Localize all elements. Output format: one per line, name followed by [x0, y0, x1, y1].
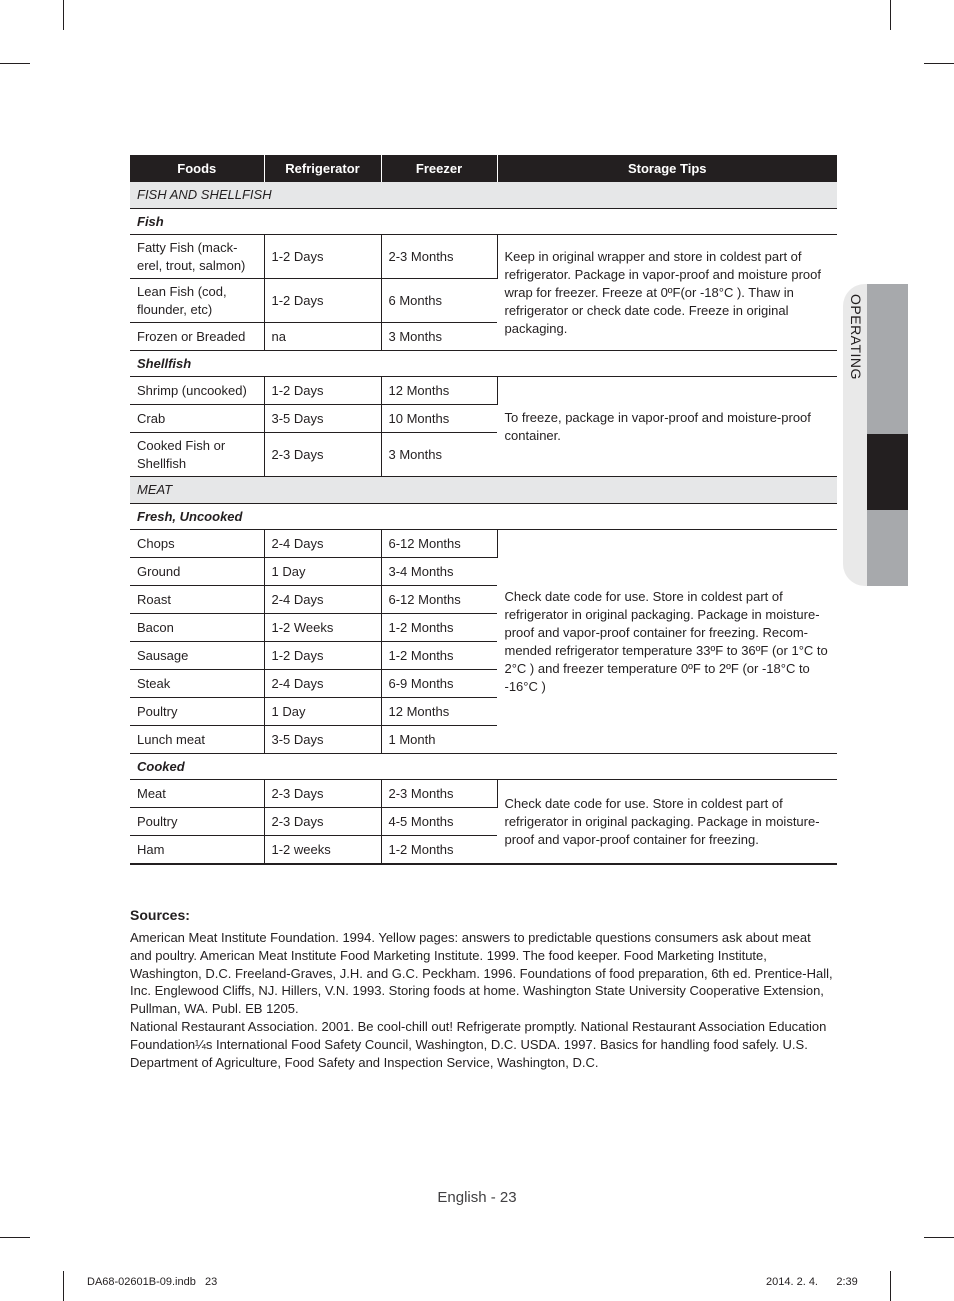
- side-tab-bar: [867, 510, 908, 586]
- header-refrigerator: Refrigerator: [264, 155, 381, 182]
- section-title: FISH AND SHELLFISH: [130, 182, 837, 209]
- crop-mark: [63, 0, 64, 30]
- freezer-cell: 3 Months: [381, 323, 497, 351]
- freezer-cell: 1 Month: [381, 726, 497, 754]
- page-number: English - 23: [437, 1189, 517, 1206]
- food-cell: Roast: [130, 586, 264, 614]
- table-row: [130, 235, 837, 279]
- food-cell: Lunch meat: [130, 726, 264, 754]
- food-cell: Poultry: [130, 808, 264, 836]
- food-cell: Ham: [130, 836, 264, 865]
- freezer-cell: 12 Months: [381, 377, 497, 405]
- subsection-title: Shellfish: [130, 351, 837, 377]
- section-row: [130, 477, 837, 504]
- refrigerator-cell: 1-2 Days: [264, 642, 381, 670]
- food-cell: Meat: [130, 780, 264, 808]
- subsection-row: [130, 504, 837, 530]
- food-cell: Poultry: [130, 698, 264, 726]
- storage-tip-cell: Check date code for use. Store in coldest part of refrigerator in original packaging. Package in moisture-proof and vapor-proof container for freezing.: [497, 780, 837, 865]
- food-cell: Frozen or Breaded: [130, 323, 264, 351]
- side-tab-active-bar: [867, 434, 908, 510]
- section-row: [130, 182, 837, 209]
- food-cell: Sausage: [130, 642, 264, 670]
- freezer-cell: 4-5 Months: [381, 808, 497, 836]
- header-freezer: Freezer: [381, 155, 497, 182]
- refrigerator-cell: 1 Day: [264, 698, 381, 726]
- table-row: [130, 377, 837, 405]
- subsection-row: [130, 351, 837, 377]
- food-cell: Cooked Fish or Shellfish: [130, 433, 264, 477]
- refrigerator-cell: 1-2 Days: [264, 235, 381, 279]
- subsection-row: [130, 209, 837, 235]
- freezer-cell: 3-4 Months: [381, 558, 497, 586]
- crop-mark: [890, 0, 891, 30]
- crop-mark: [0, 1237, 30, 1238]
- freezer-cell: 3 Months: [381, 433, 497, 477]
- refrigerator-cell: 2-4 Days: [264, 586, 381, 614]
- sources-text: [130, 929, 835, 1071]
- food-cell: Ground: [130, 558, 264, 586]
- refrigerator-cell: 2-4 Days: [264, 530, 381, 558]
- freezer-cell: 6 Months: [381, 279, 497, 323]
- food-cell: Steak: [130, 670, 264, 698]
- refrigerator-cell: 1-2 weeks: [264, 836, 381, 865]
- refrigerator-cell: 3-5 Days: [264, 405, 381, 433]
- header-storage-tips: Storage Tips: [497, 155, 837, 182]
- table-row: [130, 780, 837, 808]
- footer-date: 2014. 2. 4. 2:39: [766, 1276, 858, 1288]
- sources-heading: Sources:: [130, 907, 190, 923]
- refrigerator-cell: 3-5 Days: [264, 726, 381, 754]
- table-row: [130, 530, 837, 558]
- freezer-cell: 2-3 Months: [381, 780, 497, 808]
- freezer-cell: 6-9 Months: [381, 670, 497, 698]
- food-cell: Crab: [130, 405, 264, 433]
- subsection-title: Fish: [130, 209, 837, 235]
- side-tab-label: OPERATING: [848, 294, 864, 380]
- refrigerator-cell: 2-3 Days: [264, 780, 381, 808]
- food-cell: Bacon: [130, 614, 264, 642]
- crop-mark: [924, 1237, 954, 1238]
- food-cell: Lean Fish (cod, flounder, etc): [130, 279, 264, 323]
- side-tab-bar: [867, 284, 908, 434]
- freezer-cell: 10 Months: [381, 405, 497, 433]
- refrigerator-cell: 2-3 Days: [264, 433, 381, 477]
- food-cell: Fatty Fish (mack-erel, trout, salmon): [130, 235, 264, 279]
- subsection-title: Cooked: [130, 754, 837, 780]
- refrigerator-cell: 2-3 Days: [264, 808, 381, 836]
- subsection-title: Fresh, Uncooked: [130, 504, 837, 530]
- freezer-cell: 1-2 Months: [381, 642, 497, 670]
- food-cell: Chops: [130, 530, 264, 558]
- crop-mark: [890, 1271, 891, 1301]
- refrigerator-cell: 1-2 Days: [264, 377, 381, 405]
- refrigerator-cell: 2-4 Days: [264, 670, 381, 698]
- header-foods: Foods: [130, 155, 264, 182]
- freezer-cell: 6-12 Months: [381, 586, 497, 614]
- footer-file-name: DA68-02601B-09.indb 23: [87, 1276, 218, 1288]
- section-title: MEAT: [130, 477, 837, 504]
- freezer-cell: 12 Months: [381, 698, 497, 726]
- refrigerator-cell: 1 Day: [264, 558, 381, 586]
- subsection-row: [130, 754, 837, 780]
- table-header-row: [130, 155, 837, 182]
- refrigerator-cell: na: [264, 323, 381, 351]
- food-storage-table: [130, 155, 837, 865]
- freezer-cell: 1-2 Months: [381, 836, 497, 865]
- freezer-cell: 2-3 Months: [381, 235, 497, 279]
- crop-mark: [63, 1271, 64, 1301]
- storage-tip-cell: To freeze, package in vapor-proof and moisture-proof container.: [497, 377, 837, 477]
- storage-tip-cell: Check date code for use. Store in coldest part of refrigerator in original packaging. Package in moisture-proof and vapor-proof container for freezing. Recom-mended refrigerator temperature 33ºF to 36ºF (or 1°C to 2°C ) and freezer temperature 0ºF to 2ºF (or -18°C to -16°C ): [497, 530, 837, 754]
- storage-tip-cell: Keep in original wrapper and store in coldest part of refrigerator. Package in vapor-proof and moisture proof wrap for freezer. Freeze at 0ºF(or -18°C ). Thaw in refrigerator or check date code. Freeze in original packaging.: [497, 235, 837, 351]
- crop-mark: [0, 63, 30, 64]
- refrigerator-cell: 1-2 Weeks: [264, 614, 381, 642]
- refrigerator-cell: 1-2 Days: [264, 279, 381, 323]
- sources-paragraph: National Restaurant Association. 2001. Be cool-chill out! Refrigerate promptly. National Restaurant Association Education Foundation¼s International Food Safety Council, Washington, D.C. USDA. 1997. Basics for handling food safely. U.S. Department of Agriculture, Food Safety and Inspection Service, Washington, D.C.: [130, 1018, 827, 1070]
- food-cell: Shrimp (uncooked): [130, 377, 264, 405]
- crop-mark: [924, 63, 954, 64]
- freezer-cell: 6-12 Months: [381, 530, 497, 558]
- freezer-cell: 1-2 Months: [381, 614, 497, 642]
- sources-paragraph: American Meat Institute Foundation. 1994. Yellow pages: answers to predictable questions consumers ask about meat and poultry. American Meat Institute Food Marketing Institute. 1999. The food keeper. Food Marketing Institute, Washington, D.C. Freeland-Graves, J.H. and G.C. Peckham. 1996. Foundations of food preparation, 6th ed. Prentice-Hall, Inc. Englewood Cliffs, NJ. Hillers, V.N. 1993. Storing foods at home. Washington State University Cooperative Extension, Pullman, WA. Publ. EB 1205.: [130, 930, 833, 1017]
